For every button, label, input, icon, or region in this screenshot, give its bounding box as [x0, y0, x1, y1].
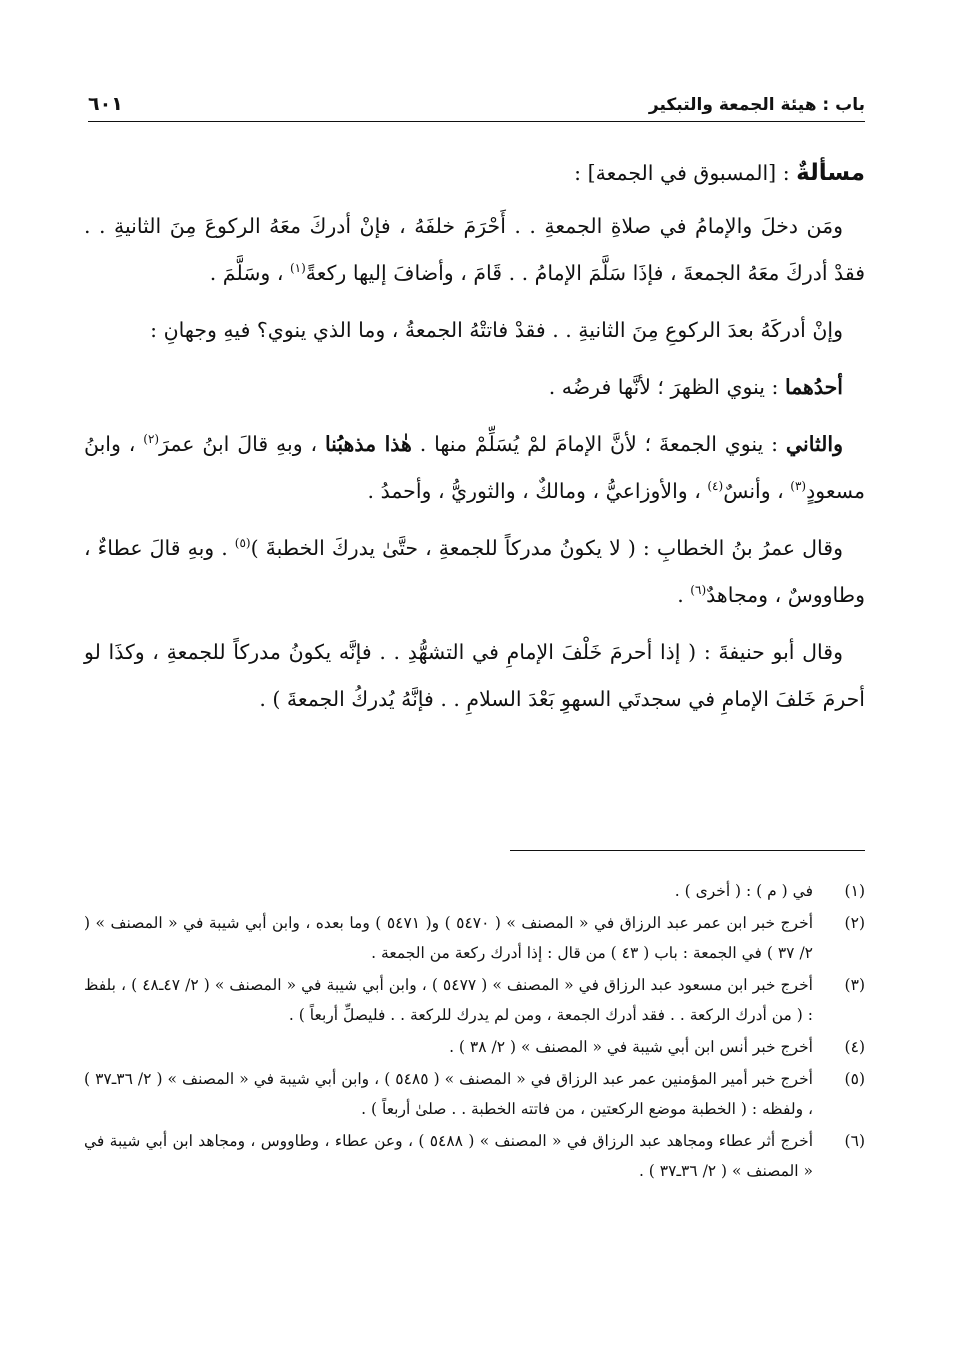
p4-text-e: ، والأوزاعيُّ ، ومالكٌ ، والثوريُّ ، وأحمدُ . — [367, 479, 708, 503]
footnote-1 — [84, 876, 865, 906]
paragraph-4 — [84, 421, 865, 515]
p5-text-b: . وبهِ قالَ عطاءٌ ، وطاووسٌ ، ومجاهدٌ — [84, 536, 865, 607]
paragraph-5 — [84, 525, 865, 619]
paragraph-1 — [84, 203, 865, 297]
issue-topic: : [المسبوق في الجمعة] : — [574, 161, 797, 185]
footnote-5 — [84, 1064, 865, 1124]
footnotes — [84, 876, 865, 1188]
footnote-number: (٤) — [844, 1038, 865, 1056]
footnote-marker-5[interactable]: (٥) — [234, 536, 251, 551]
footnote-number: (٣) — [844, 976, 865, 994]
footnote-number: (٥) — [844, 1070, 865, 1088]
p4-text-c: ، وابنُ مسعودٍ — [84, 432, 865, 503]
p4-text-b: ، وبهِ قالَ ابنُ عمرَ — [159, 432, 325, 456]
footnote-2 — [84, 908, 865, 968]
footnote-marker-4[interactable]: (٤) — [707, 479, 724, 494]
footnote-6 — [84, 1126, 865, 1186]
paragraph-3 — [84, 364, 865, 411]
footnote-text: أخرج خبر ابن عمر عبد الرزاق في « المصنف » ( ٥٤٧٠ ) و( ٥٤٧١ ) وما بعده ، وابن أبي شيبة في « المصنف » ( ٢/ ٣٧ ) في الجمعة : باب ( ٤٣ ) من قال : إذا أدرك ركعة من الجمعة . — [84, 914, 814, 962]
footnote-marker-3[interactable]: (٣) — [790, 479, 807, 494]
paragraph-2 — [84, 307, 865, 354]
running-title: باب : هيئة الجمعة والتبكير — [648, 95, 865, 115]
footnote-text: أخرج أثر عطاء ومجاهد عبد الرزاق في « المصنف » ( ٥٤٨٨ ) ، وعن عطاء ، وطاووس ، ومجاهد ابن أبي شيبة في « المصنف » ( ٢/ ٣٦ـ٣٧ ) . — [84, 1132, 813, 1180]
p4-label: والثاني — [785, 432, 843, 456]
p5-text-c: . — [677, 583, 691, 607]
issue-word: مسألةٌ — [796, 160, 865, 186]
page-number: ٦٠١ — [88, 93, 123, 115]
p6-text: وقال أبو حنيفةَ : ( إذا أحرمَ خَلْفَ الإمامِ في التشهُّدِ . . فإنَّه يكونُ مدركاً للجمعةِ ، وكذَا لو أحرمَ خَلفَ الإمامِ في سجدتَي السهوِ بَعْدَ السلامِ . . فإنَّهُ يُدركُ الجمعةَ ) . — [84, 640, 865, 711]
footnote-marker-1[interactable]: (١) — [289, 261, 306, 276]
p3-text: : ينوي الظهرَ ؛ لأنَّها فرضُه . — [548, 375, 785, 399]
p1-text-a: ومَن دخلَ والإمامُ في صلاةِ الجمعةِ . . أَحْرَمَ خلفَهُ ، فإنْ أدركَ معَهُ الركوعَ مِنَ الثانيةِ . . فقدْ أدركَ معَهُ الجمعةَ ، فإذَا سَلَّمَ الإمامُ . . قَامَ ، وأضافَ إليها ركعةً — [84, 214, 865, 285]
issue-heading — [84, 150, 865, 197]
footnote-number: (٢) — [844, 914, 865, 932]
footnote-text: أخرج خبر أنس ابن أبي شيبة في « المصنف » ( ٢/ ٣٨ ) . — [449, 1038, 813, 1056]
p4-text-a: : ينوي الجمعةَ ؛ لأنَّ الإمامَ لمْ يُسَلِّمْ منها . — [411, 432, 786, 456]
p5-text-a: وقال عمرُ بنُ الخطابِ : ( لا يكونُ مدركاً للجمعةِ ، حتَّىٰ يدركَ الخطبةَ ) — [250, 536, 844, 560]
main-text — [84, 150, 865, 733]
footnote-separator — [510, 850, 865, 851]
p4-text-d: ، وأنسٌ — [723, 479, 791, 503]
footnote-marker-6[interactable]: (٦) — [690, 583, 707, 598]
footnote-text: في ( م ) : ( أخرى ) . — [674, 882, 813, 900]
p3-label: أحدُهما — [784, 375, 843, 399]
footnote-number: (١) — [844, 882, 865, 900]
footnote-text: أخرج خبر أمير المؤمنين عمر عبد الرزاق في « المصنف » ( ٥٤٨٥ ) ، وابن أبي شيبة في « المصنف » ( ٢/ ٣٦ـ٣٧ ) ، ولفظه : ( الخطبة موضع الركعتين ، من فاتته الخطبة . . صلىٰ أربعاً ) . — [84, 1070, 813, 1118]
p2-text: وإنْ أدركَهُ بعدَ الركوعِ مِنَ الثانيةِ . . فقدْ فاتتْهُ الجمعةُ ، وما الذي ينوي؟ فيهِ وجهانِ : — [150, 318, 843, 342]
footnote-text: أخرج خبر ابن مسعود عبد الرزاق في « المصنف » ( ٥٤٧٧ ) ، وابن أبي شيبة في « المصنف » ( ٢/ ٤٧ـ٤٨ ) ، بلفظ : ( من أدرك الركعة . . فقد أدرك الجمعة ، ومن لم يدرك للركعة . . فليصلِّ أربعاً ) . — [84, 976, 813, 1024]
p1-text-b: ، وسَلَّمَ . — [209, 261, 290, 285]
footnote-marker-2[interactable]: (٢) — [143, 432, 160, 447]
footnote-4 — [84, 1032, 865, 1062]
running-head — [88, 82, 865, 122]
paragraph-6 — [84, 629, 865, 723]
p4-madhhab: هٰذا مذهبُنا — [324, 432, 412, 456]
footnote-3 — [84, 970, 865, 1030]
footnote-number: (٦) — [844, 1132, 865, 1150]
